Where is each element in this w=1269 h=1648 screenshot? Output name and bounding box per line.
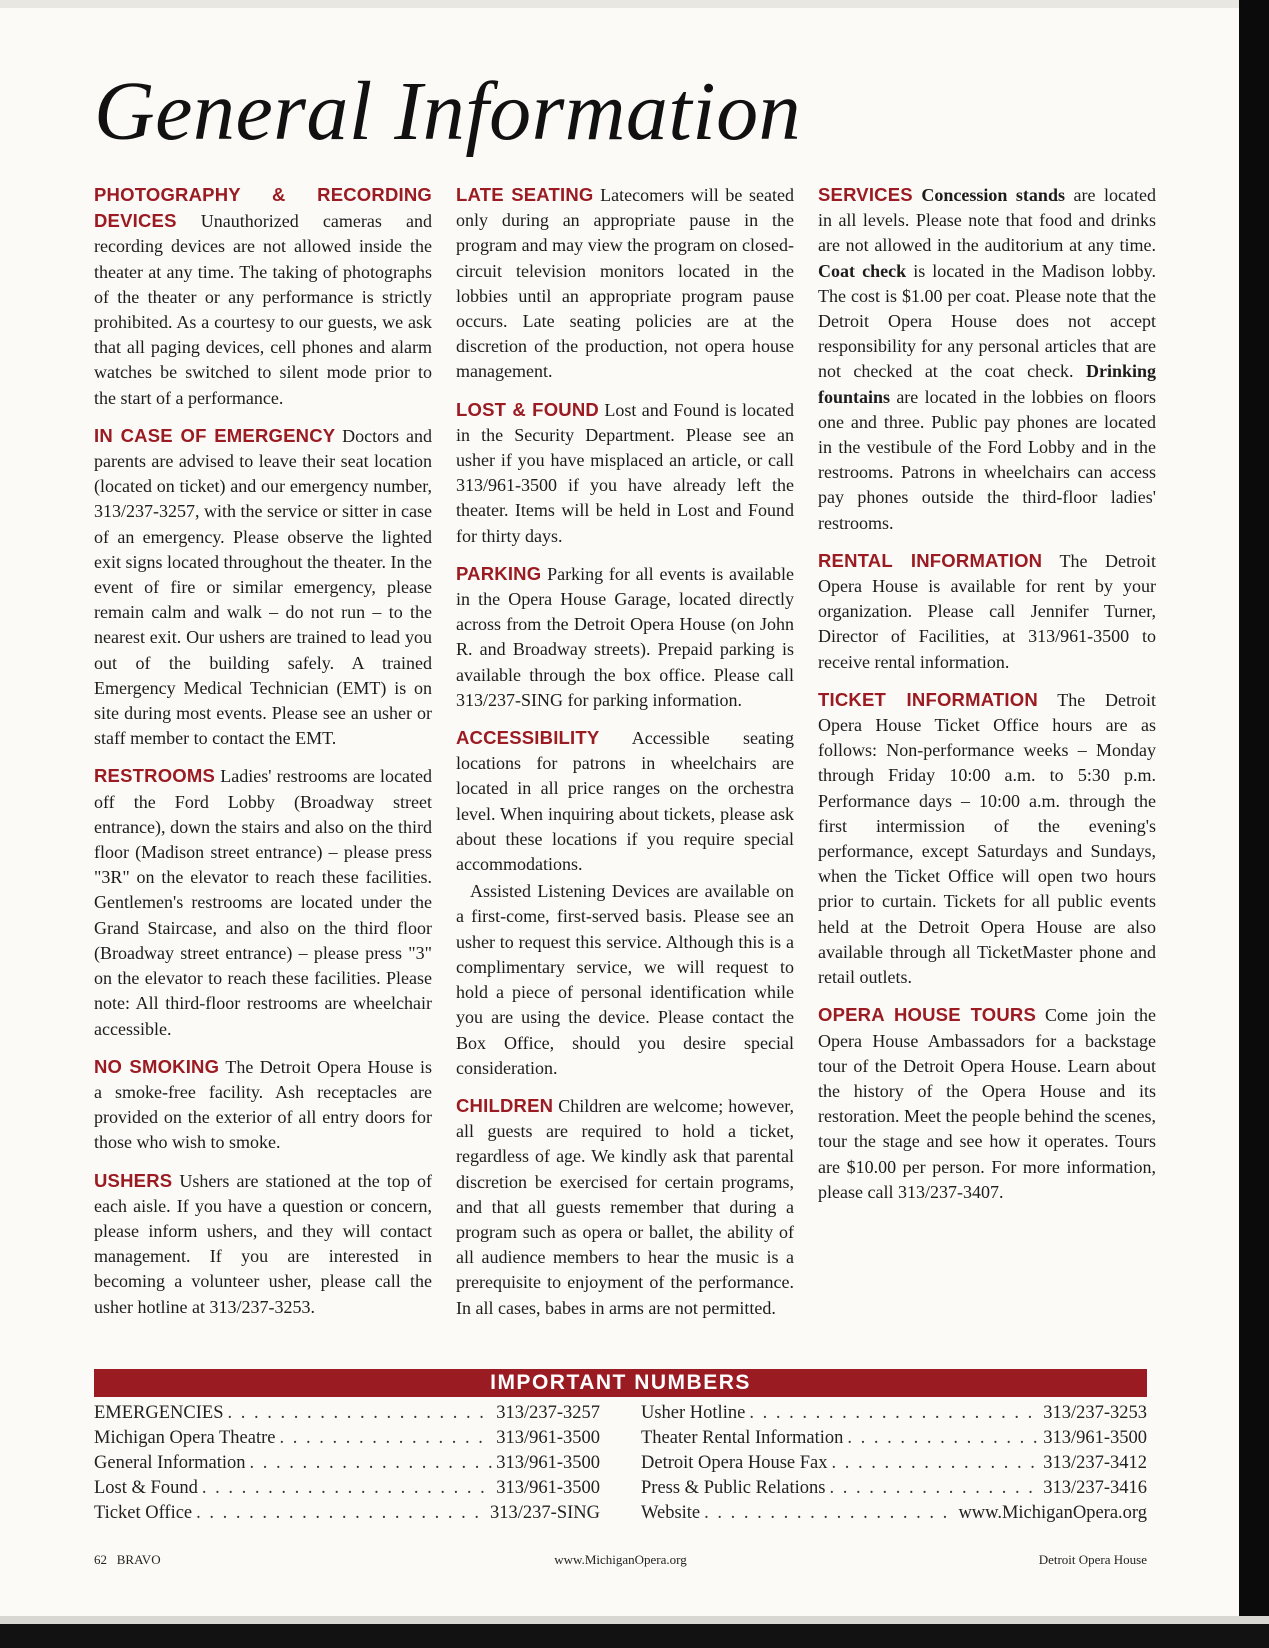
number-label: EMERGENCIES [94,1403,224,1423]
leader-dots [847,1426,1039,1451]
section-text: Parking for all events is available in the Opera House Garage, located directly across from the Detroit Opera House (on John R. and Broadway streets). Prepaid parking is available through the box office. Please call 313/237-SING for parking information. [456,563,794,710]
number-value: 313/237-3253 [1043,1403,1147,1423]
section-children [456,1093,794,1321]
number-label: Detroit Opera House Fax [641,1453,828,1473]
section-heading: ACCESSIBILITY [456,727,600,749]
number-value: 313/961-3500 [496,1428,600,1448]
numbers-right-column [641,1401,1147,1526]
section-late-seating [456,182,794,385]
leader-dots [749,1401,1039,1426]
section-tours [818,1002,1156,1205]
important-numbers [94,1369,1147,1526]
section-heading: SERVICES [818,184,913,205]
leader-dots [228,1401,493,1426]
section-ushers [94,1168,432,1320]
section-text: Children are welcome; however, all guests are required to hold a ticket, regardless of age. We kindly ask that parental discretion be exercised for certain programs, and that all guests remember that during a program such as opera or ballet, the ability of all audience members to hear the music is a prerequisite to enjoyment of the performance. In all cases, babes in arms are not permitted. [456,1095,794,1318]
section-rental [818,548,1156,675]
number-row [641,1426,1147,1451]
section-heading: LOST & FOUND [456,398,599,420]
section-heading: PHOTOGRAPHY & RECORDING DEVICES [94,184,432,232]
section-text: Come join the Opera House Ambassadors for a backstage tour of the Detroit Opera House. Learn about the history of the Opera House and its restoration. Meet the people behind the scenes, tour the stage and see how it operates. Tours are $10.00 per person. For more information, please call 313/237-3407. [818,1005,1156,1202]
number-row [641,1501,1147,1526]
section-text: Unauthorized cameras and recording devices are not allowed inside the theater at any time. The taking of photographs of the theater or any performance is strictly prohibited. As a courtesy to our guests, we ask that all paging devices, cell phones and alarm watches be switched to silent mode prior to the start of a performance. [94,211,432,408]
number-label: Website [641,1503,701,1523]
section-text: Doctors and parents are advised to leave their seat location (located on ticket) and our emergency number, 313/237-3257, with the service or sitter in case of an emergency. Please observe the lighted exit signs located throughout the theater. In the event of fire or similar emergency, please remain calm and walk – do not run – to the nearest exit. Our ushers are trained to lead you out of the building safely. A trained Emergency Medical Technician (EMT) is on site during most events. Please see an usher or staff member to contact the EMT. [94,425,433,749]
section-text: Assisted Listening Devices are available on a first-come, first-served basis. Please see an usher to request this service. Although this is a complimentary service, we will request to hold a piece of personal identification while you are using the device. Please contact the Box Office, should you desire special consideration. [456,881,794,1078]
section-text: are located in the lobbies on floors one and three. Public pay phones are located in the vestibule of the Ford Lobby and in the restrooms. Patrons in wheelchairs can access pay phones outside the third-floor ladies' restrooms. [818,386,1156,533]
section-heading: RENTAL INFORMATION [818,549,1043,571]
section-text: Latecomers will be seated only during an appropriate pause in the program and may view the program on closed-circuit television monitors located in the lobbies until an appropriate program pause occurs. Late seating policies are at the discretion of the production, not opera house management. [456,185,795,382]
services-lead: Drinking fountains [818,361,1156,407]
number-value: 313/237-SING [490,1503,600,1523]
leader-dots [830,1476,1040,1501]
number-value: 313/961-3500 [496,1453,600,1473]
scan-top-strip [0,0,1239,8]
number-row [641,1476,1147,1501]
services-lead: Concession stands [921,185,1065,205]
section-heading: RESTROOMS [94,765,216,787]
leader-dots [832,1451,1040,1476]
website-link[interactable]: www.MichiganOpera.org [958,1503,1147,1523]
number-label: Theater Rental Information [641,1428,844,1448]
column-3 [818,182,1156,1217]
section-text: The Detroit Opera House is available for rent by your organization. Please call Jennifer Turner, Director of Facilities, at 313/961-3500 to receive rental information. [818,550,1156,672]
section-heading: PARKING [456,562,542,584]
section-heading: IN CASE OF EMERGENCY [94,424,336,446]
number-value: 313/237-3416 [1043,1478,1147,1498]
services-lead: Coat check [818,260,907,281]
section-ticket [818,687,1156,990]
section-parking [456,561,794,713]
section-text: Accessible seating locations for patrons in wheelchairs are located in all price ranges on the orchestra level. When inquiring about tickets, please ask about these locations if you require special accommodations. [456,728,794,875]
section-accessibility [456,725,794,877]
section-text: is located in the Madison lobby. The cost is $1.00 per coat. Please note that the Detroit Opera House does not accept responsibility for any personal articles that are not checked at the coat check. [818,260,1156,382]
scan-bottom-shade [0,1616,1269,1624]
number-value: 313/237-3412 [1043,1453,1147,1473]
number-row [94,1476,600,1501]
section-heading: NO SMOKING [94,1055,220,1077]
numbers-columns [94,1401,1147,1526]
number-label: Michigan Opera Theatre [94,1428,276,1448]
leader-dots [196,1501,486,1526]
number-row [641,1451,1147,1476]
section-heading: CHILDREN [456,1094,554,1116]
number-value: 313/961-3500 [1043,1428,1147,1448]
leader-dots [704,1501,954,1526]
number-row [641,1401,1147,1426]
number-value: 313/237-3257 [496,1403,600,1423]
section-heading: USHERS [94,1169,173,1191]
section-restrooms [94,763,432,1041]
number-row [94,1426,600,1451]
scan-right-edge [1239,0,1269,1648]
page-title: General Information [94,65,802,158]
number-row [94,1501,600,1526]
column-2 [456,182,794,1333]
number-row [94,1451,600,1476]
number-label: General Information [94,1453,246,1473]
page-footer [94,1552,1147,1572]
section-accessibility-listening [456,879,794,1081]
footer-venue: Detroit Opera House [1038,1552,1147,1567]
number-label: Ticket Office [94,1503,193,1523]
section-heading: OPERA HOUSE TOURS [818,1004,1036,1026]
leader-dots [280,1426,493,1451]
number-label: Usher Hotline [641,1403,746,1423]
section-text: Ushers are stationed at the top of each aisle. If you have a question or concern, please inform ushers, and they will contact management. If you are interested in becoming a volunteer usher, please call the usher hotline at 313/237-3253. [94,1170,432,1317]
footer-url[interactable]: www.MichiganOpera.org [554,1552,687,1567]
section-text: The Detroit Opera House Ticket Office hours are as follows: Non-performance weeks – Monday through Friday 10:00 a.m. to 5:30 p.m. Performance days – 10:00 a.m. through the first intermission of the evening's performance, except Saturdays and Sundays, when the Ticket Office will open two hours prior to curtain. Tickets for all public events held at the Detroit Opera House are also available through all TicketMaster phone and retail outlets. [818,689,1156,988]
important-numbers-heading: IMPORTANT NUMBERS [94,1369,1147,1397]
section-text: are located in all levels. Please note that food and drinks are not allowed in the auditorium at any time. [818,185,1156,256]
leader-dots [250,1451,493,1476]
scan-bottom-edge [0,1624,1269,1648]
magazine-name: BRAVO [116,1552,161,1567]
leader-dots [202,1476,492,1501]
page-number: 62 [94,1552,107,1567]
number-row [94,1401,600,1426]
section-text: The Detroit Opera House is a smoke-free facility. Ash receptacles are provided on the exterior of all entry doors for those who wish to smoke. [94,1056,432,1153]
section-lost-found [456,397,794,549]
section-heading: TICKET INFORMATION [818,688,1038,710]
section-photography [94,182,432,411]
section-services [818,182,1156,536]
number-label: Press & Public Relations [641,1478,826,1498]
section-emergency [94,423,432,752]
column-1 [94,182,432,1332]
number-value: 313/961-3500 [496,1478,600,1498]
section-heading: LATE SEATING [456,184,594,205]
section-text: Lost and Found is located in the Security Department. Please see an usher if you have misplaced an article, or call 313/961-3500 if you have already left the theater. Items will be held in Lost and Found for thirty days. [456,399,795,546]
number-label: Lost & Found [94,1478,198,1498]
section-no-smoking [94,1054,432,1156]
numbers-left-column [94,1401,600,1526]
section-text: Ladies' restrooms are located off the Ford Lobby (Broadway street entrance), down the stairs and also on the third floor (Madison street entrance) – please press "3R" on the elevator to reach these facilities. Gentlemen's restrooms are located under the Grand Staircase, and also on the third floor (Broadway street entrance) – please press "3" on the elevator to reach these facilities. Please note: All third-floor restrooms are wheelchair accessible. [94,766,432,1039]
